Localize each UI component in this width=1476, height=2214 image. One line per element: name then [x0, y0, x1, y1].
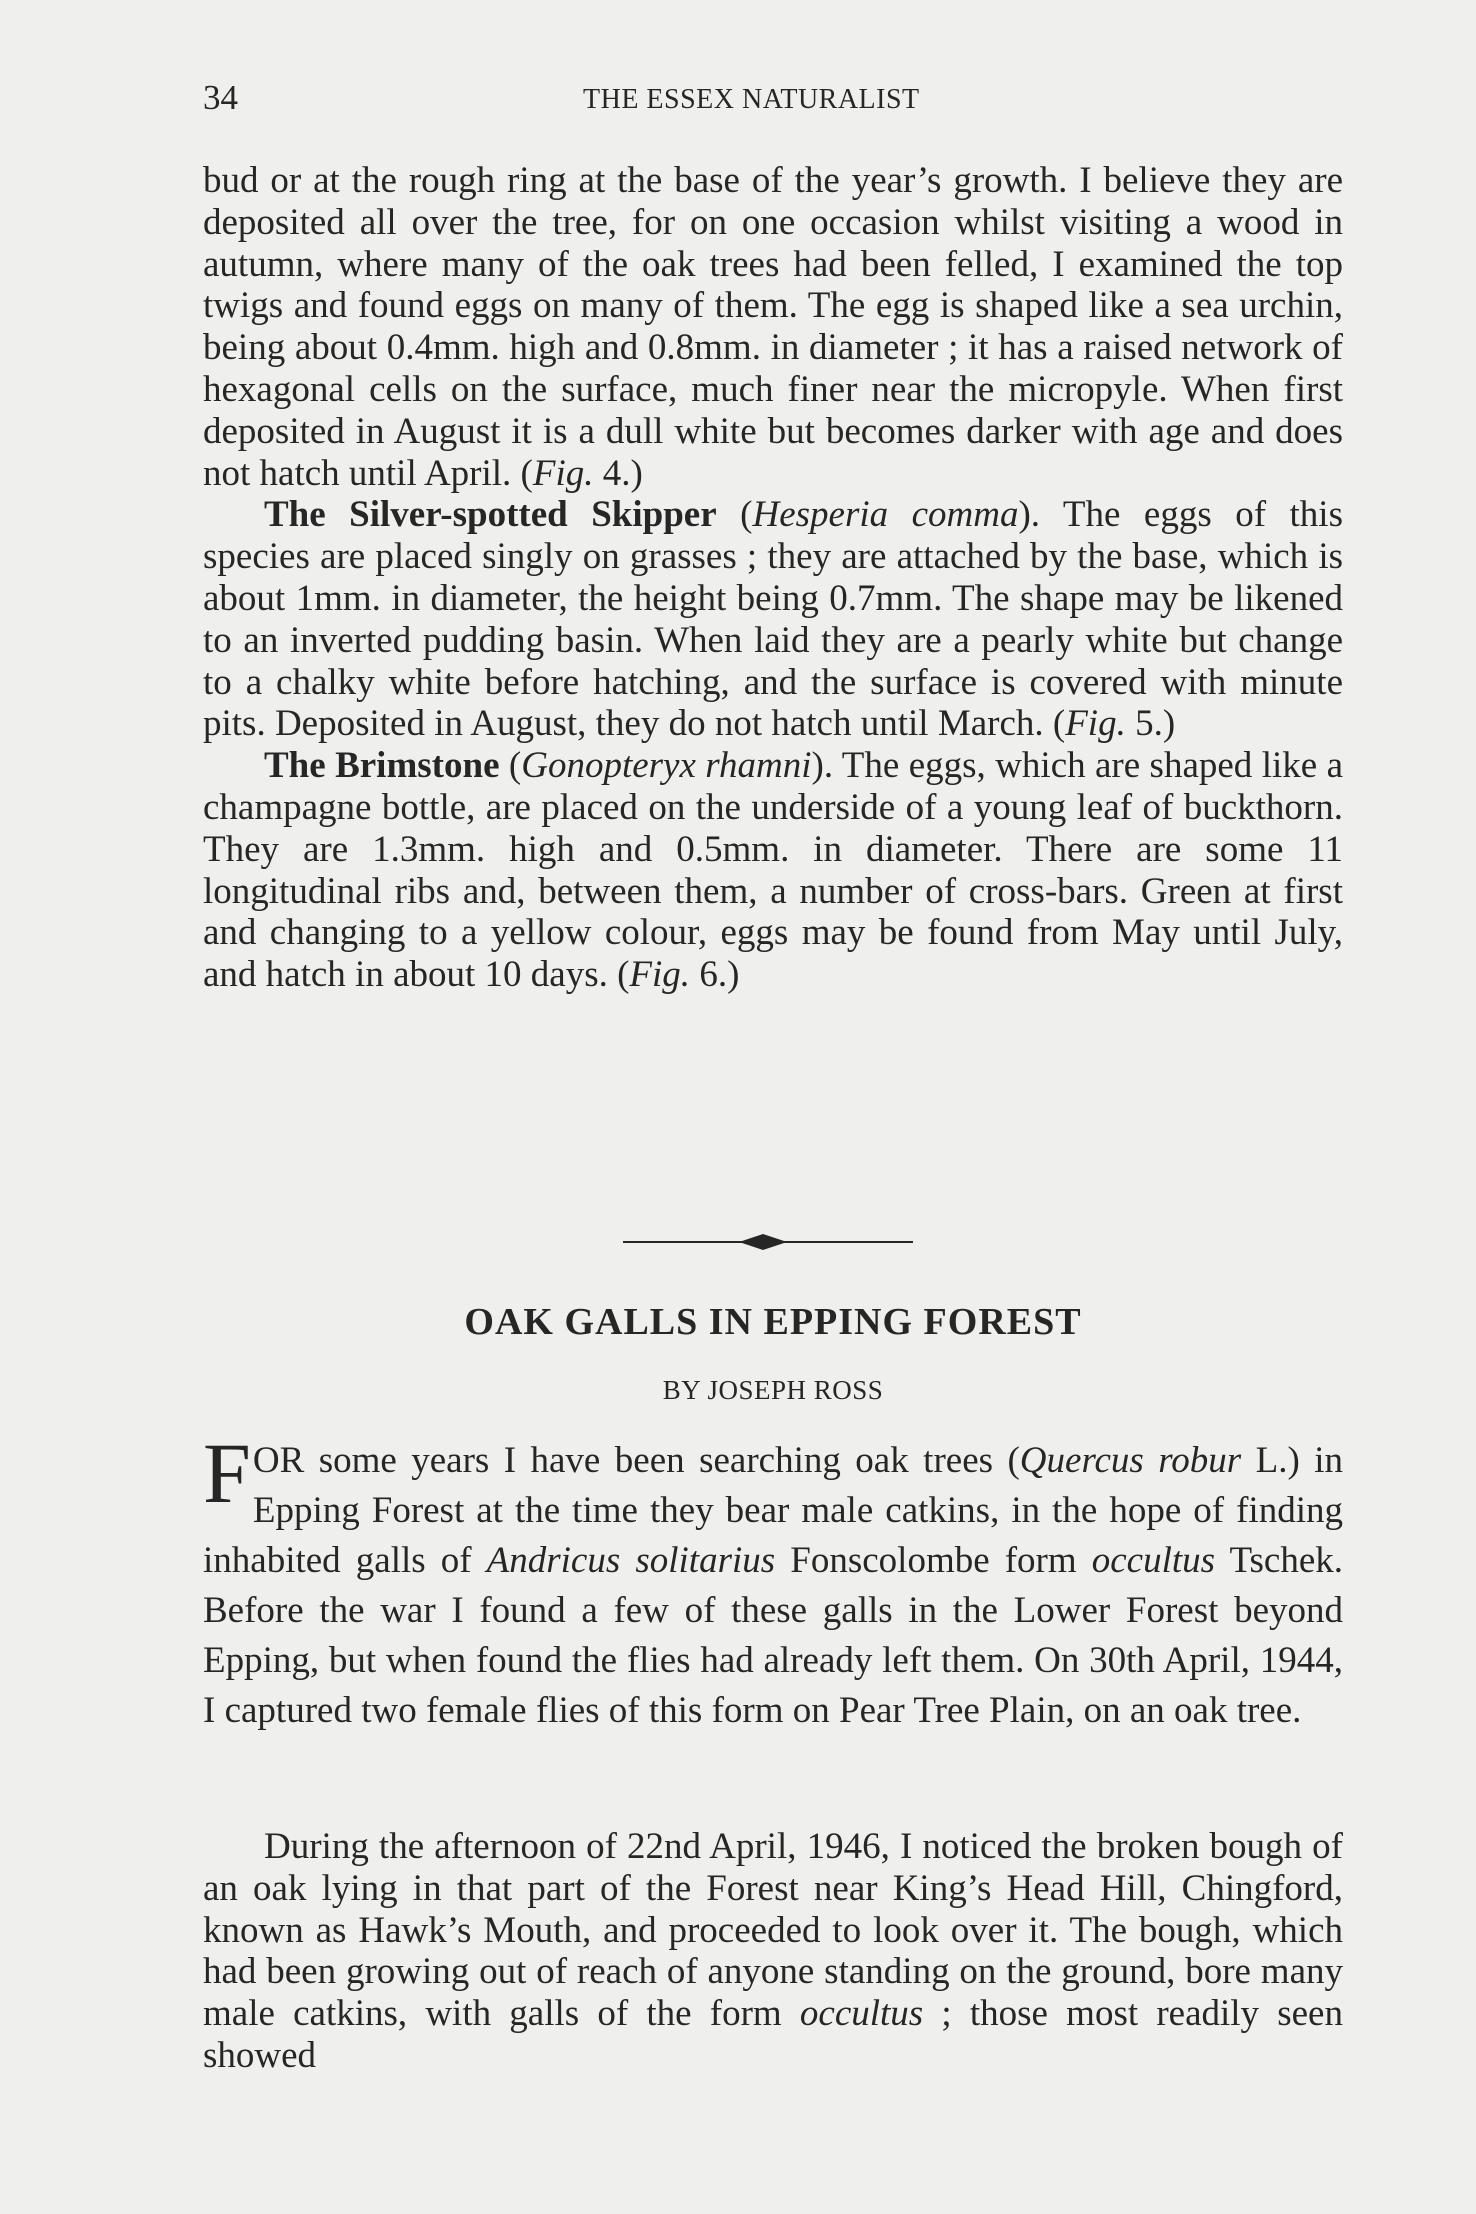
paragraph-text: ; those most readily seen showed: [203, 1993, 1343, 2076]
page-number: 34: [203, 78, 238, 117]
figure-reference: Fig.: [629, 954, 691, 996]
paragraph-text: Fonscolombe form: [775, 1540, 1092, 1581]
article-paragraph-2: [203, 1826, 1343, 2077]
latin-name: occultus: [1091, 1540, 1216, 1581]
paragraph-text: L.) in Epping Forest at the time they bear male catkins, in the hope of finding inhabited galls of: [203, 1440, 1344, 1581]
latin-name: Gonopteryx rhamni: [521, 745, 812, 787]
figure-number: 5.): [1125, 703, 1176, 745]
species-name: The Brimstone: [264, 745, 500, 787]
section-divider-ornament: [623, 1224, 913, 1254]
running-head: [203, 78, 1343, 128]
figure-number: 4.): [593, 452, 643, 494]
journal-title: THE ESSEX NATURALIST: [583, 84, 920, 115]
article-paragraph-1: [203, 1425, 1344, 1736]
paragraph-text: During the afternoon of 22nd April, 1946, I noticed the broken bough of an oak lying in that part of the Forest near King’s Head Hill, Chingford, known as Hawk’s Mouth, and proceeded to look over it. The bough, which had been growing out of reach of anyone standing on the ground, bore many male catkins, with galls of the form: [203, 1826, 1343, 2035]
article-title: OAK GALLS IN EPPING FOREST: [464, 1301, 1082, 1343]
paragraph-silver-spotted-skipper: [203, 494, 1343, 745]
figure-reference: Fig.: [1065, 703, 1126, 745]
paragraph-text: ). The eggs of this species are placed singly on grasses ; they are attached by the base, which is about 1mm. in diameter, the height being 0.7mm. The shape may be likened to an inverted pudding basin. When laid they are a pearly white but change to a chalky white before hatching, and the surface is covered with minute pits. Deposited in August, they do not hatch until March. (: [203, 494, 1343, 745]
paragraph-text: OR some years I have been searching oak trees (: [252, 1440, 1020, 1481]
paragraph-purple-hairstreak-continued: [203, 160, 1343, 494]
paragraph-text: ). The eggs, which are shaped like a champagne bottle, are placed on the underside of a young leaf of buckthorn. They are 1.3mm. high and 0.5mm. in diameter. There are some 11 longitudinal ribs and, between them, a number of cross-bars. Green at first and changing to a yellow colour, eggs may be found from May until July, and hatch in about 10 days. (: [203, 745, 1343, 996]
figure-number: 6.): [690, 954, 740, 996]
paragraph-text: bud or at the rough ring at the base of the year’s growth. I believe they are deposited all over the tree, for on one occasion whilst visiting a wood in autumn, where many of the oak trees had been felled, I examined the top twigs and found eggs on many of them. The egg is shaped like a sea urchin, being about 0.4mm. high and 0.8mm. in diameter ; it has a raised network of hexagonal cells on the surface, much finer near the micropyle. When first deposited in August it is a dull white but becomes darker with age and does not hatch until April. (: [203, 160, 1343, 494]
paragraph-brimstone: [203, 745, 1343, 996]
paren-open: (: [499, 745, 522, 787]
paragraph-text: Tschek. Before the war I found a few of these galls in the Lower Forest beyond Epping, but when found the flies had already left them. On 30th April, 1944, I captured two female flies of this form on Pear Tree Plain, on an oak tree.: [203, 1540, 1343, 1731]
paren-open: (: [716, 494, 753, 536]
species-name: The Silver-spotted Skipper: [264, 494, 717, 536]
latin-name: Andricus solitarius: [486, 1540, 776, 1581]
article-opening-section: [203, 1425, 1344, 1736]
latin-name: Hesperia comma: [752, 494, 1019, 536]
latin-name: occultus: [799, 1993, 924, 2035]
continued-text-section: [203, 160, 1343, 996]
figure-reference: Fig.: [532, 452, 594, 494]
article-continuation-section: [203, 1826, 1343, 2077]
latin-name: Quercus robur: [1019, 1440, 1242, 1481]
article-byline: BY JOSEPH ROSS: [662, 1375, 884, 1405]
drop-cap: F: [203, 1425, 251, 1521]
